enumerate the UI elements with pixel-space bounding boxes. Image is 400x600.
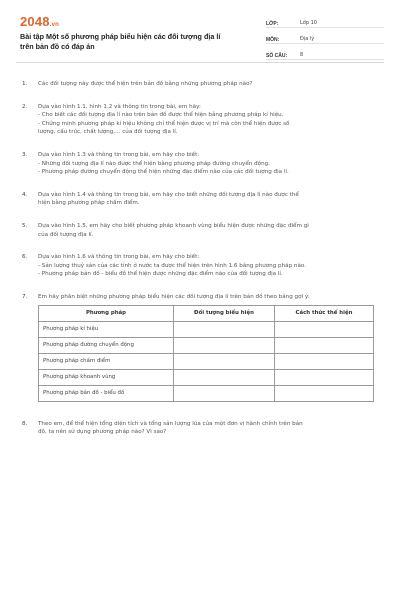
question-text	[38, 293, 382, 402]
meta-class-row	[266, 14, 384, 28]
question-number: 7.	[22, 293, 28, 300]
site-logo[interactable]	[20, 14, 59, 29]
empty-cell[interactable]	[174, 385, 275, 401]
table-row	[39, 337, 374, 353]
question-line: hiện bằng phương pháp chấm điểm.	[38, 200, 140, 207]
meta-subject-value: Địa lý	[300, 36, 315, 42]
question-number: 3.	[22, 151, 28, 158]
question-text	[38, 222, 382, 239]
question-line: Theo em, để thể hiện tổng diện tích và tổng sản lượng lúa của một đơn vị hành chính trên bản	[38, 420, 303, 427]
question-number: 4.	[22, 191, 28, 198]
meta-subject-row	[266, 30, 384, 44]
question-line: - Những đối tượng địa lí nào được thể hiện bằng phương pháp đường chuyển động.	[38, 160, 270, 167]
meta-count-row	[266, 46, 384, 60]
empty-cell[interactable]	[174, 321, 275, 337]
question-line: Dựa vào hình 1.3 và thông tin trong bài, em hãy cho biết:	[38, 151, 200, 158]
empty-cell[interactable]	[275, 385, 374, 401]
question-1	[22, 80, 382, 89]
question-text	[38, 191, 382, 208]
table-row	[39, 385, 374, 401]
method-cell: Phương pháp đường chuyển động	[39, 337, 174, 353]
question-line: của đối tượng địa lí.	[38, 231, 94, 238]
question-number: 1.	[22, 81, 28, 87]
question-line: Các đối tượng này được thể hiện trên bản đồ bằng những phương pháp nào?	[38, 81, 253, 87]
meta-subject-label: MÔN:	[266, 37, 280, 43]
empty-cell[interactable]	[174, 353, 275, 369]
question-6	[22, 253, 382, 279]
table-row	[39, 353, 374, 369]
question-line: đồ, ta nên sử dụng phương pháp nào? Vì sao?	[38, 429, 167, 436]
question-5	[22, 222, 382, 239]
question-line: - Phương pháp đường chuyển động thể hiện những đặc điểm nào của các đối tượng địa lí.	[38, 169, 289, 176]
question-8	[22, 420, 382, 437]
question-7	[22, 293, 382, 402]
question-text	[38, 151, 382, 177]
question-list	[22, 80, 382, 451]
question-number: 6.	[22, 254, 28, 261]
empty-cell[interactable]	[275, 321, 374, 337]
empty-cell[interactable]	[275, 337, 374, 353]
column-header-object: Đối tượng biểu hiện	[174, 305, 275, 321]
method-cell: Phương pháp khoanh vùng	[39, 369, 174, 385]
question-3	[22, 151, 382, 177]
question-line: Dựa vào hình 1.6 và thông tin trong bài, em hãy cho biết:	[38, 254, 200, 261]
column-header-method: Phương pháp	[39, 305, 174, 321]
question-line: - Cho biết các đối tượng địa lí nào trên bản đồ được thể hiện bằng phương pháp kí hiệu.	[38, 112, 284, 119]
title-line-2: trên bản đồ có đáp án	[20, 42, 95, 51]
title-line-1: Bài tập Một số phương pháp biểu hiện các đối tượng địa lí	[20, 32, 221, 41]
question-line: Dựa vào hình 1.5, em hãy cho biết phương pháp khoanh vùng biểu hiện được những đặc điểm gì	[38, 222, 309, 229]
table-row	[39, 369, 374, 385]
meta-count-value: 8	[300, 52, 304, 58]
logo-tld: .vn	[49, 22, 60, 28]
meta-info	[266, 14, 384, 62]
empty-cell[interactable]	[174, 337, 275, 353]
question-number: 2.	[22, 103, 28, 110]
question-line: - Phương pháp bản đồ - biểu đồ thể hiện được những đặc điểm nào của đối tượng địa lí.	[38, 271, 283, 278]
question-line: - Sản lượng thuỷ sản của các tỉnh ở nước ta được thể hiện trên hình 1.6 bằng phương pháp nào.	[38, 262, 306, 269]
question-text	[38, 103, 382, 137]
question-text	[38, 253, 382, 279]
question-text	[38, 80, 382, 89]
question-4	[22, 191, 382, 208]
document-header	[16, 12, 384, 63]
question-number: 5.	[22, 222, 28, 229]
empty-cell[interactable]	[174, 369, 275, 385]
table-header-row	[39, 305, 374, 321]
document-title	[20, 32, 252, 52]
meta-class-label: LỚP:	[266, 21, 279, 27]
question-line: Dựa vào hình 1.1, hình 1.2 và thông tin trong bài, em hãy:	[38, 103, 201, 110]
meta-class-value: Lớp 10	[300, 20, 317, 26]
empty-cell[interactable]	[275, 369, 374, 385]
table-row	[39, 321, 374, 337]
question-text	[38, 420, 382, 437]
question-2	[22, 103, 382, 137]
logo-text: 2048	[20, 14, 50, 29]
question-line: Dựa vào hình 1.4 và thông tin trong bài, em hãy cho biết những đối tượng địa lí nào được thể	[38, 191, 299, 198]
question-line: lượng, cấu trúc, chất lượng,... của đối tượng địa lí.	[38, 129, 178, 136]
question-number: 8.	[22, 420, 28, 427]
empty-cell[interactable]	[275, 353, 374, 369]
comparison-table	[38, 305, 374, 402]
question-line: Em hãy phân biệt những phương pháp biểu hiện các đối tượng địa lí trên bản đồ theo bảng gợi ý:	[38, 293, 310, 300]
question-line: - Chứng minh phương pháp kí hiệu không chỉ thể hiện được vị trí mà còn thể hiện được số	[38, 120, 290, 127]
method-cell: Phương pháp chấm điểm	[39, 353, 174, 369]
column-header-manner: Cách thức thể hiện	[275, 305, 374, 321]
meta-count-label: SỐ CÂU:	[266, 53, 288, 59]
method-cell: Phương pháp kí hiệu	[39, 321, 174, 337]
method-cell: Phương pháp bản đồ - biểu đồ	[39, 385, 174, 401]
